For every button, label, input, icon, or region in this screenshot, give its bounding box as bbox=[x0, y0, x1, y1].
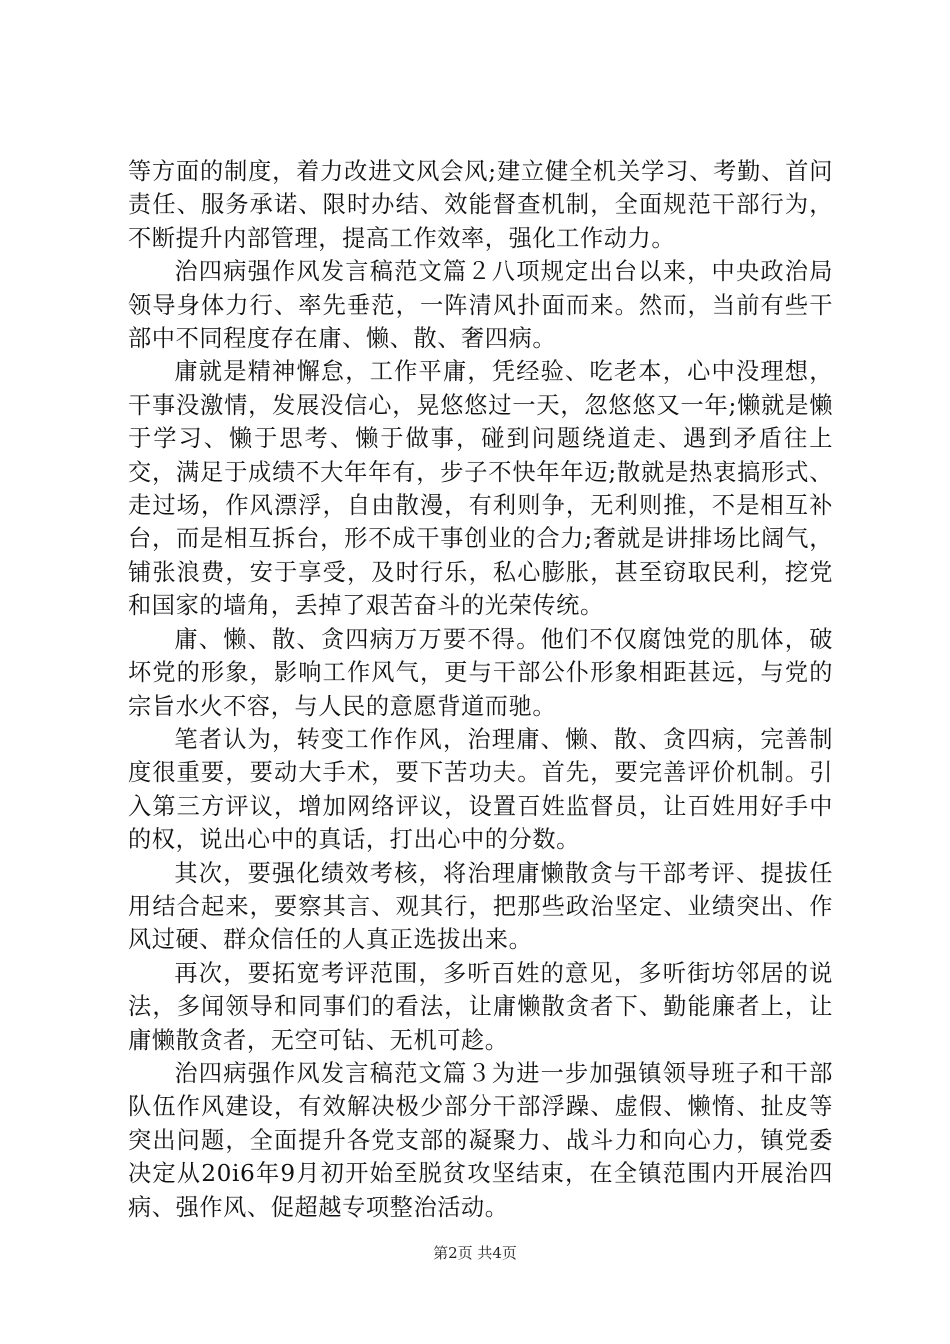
paragraph-1: 等方面的制度，着力改进文风会风;建立健全机关学习、考勤、首问责任、服务承诺、限时办结、效能督查机制，全面规范干部行为，不断提升内部管理，提高工作效率，强化工作动力。 bbox=[128, 158, 833, 252]
document-body bbox=[128, 155, 833, 1224]
paragraph-4: 庸、懒、散、贪四病万万要不得。他们不仅腐蚀党的肌体，破坏党的形象，影响工作风气，更与干部公仆形象相距甚远，与党的宗旨水火不容，与人民的意愿背道而驰。 bbox=[128, 625, 833, 720]
paragraph-8: 治四病强作风发言稿范文篇３为进一步加强镇领导班子和干部队伍作风建设，有效解决极少部分干部浮躁、虚假、懒惰、扯皮等突出问题，全面提升各党支部的凝聚力、战斗力和向心力，镇党委决定从20i6年9月初开始至脱贫攻坚结束，在全镇范围内开展治四病、强作风、促超越专项整治活动。 bbox=[128, 1059, 833, 1221]
paragraph-2: 治四病强作风发言稿范文篇２八项规定出台以来，中央政治局领导身体力行、率先垂范，一阵清风扑面而来。然而，当前有些干部中不同程度存在庸、懒、散、奢四病。 bbox=[128, 258, 833, 353]
paragraph-3: 庸就是精神懈怠，工作平庸，凭经验、吃老本，心中没理想，干事没激情，发展没信心，晃悠悠过一天，忽悠悠又一年;懒就是懒于学习、懒于思考、懒于做事，碰到问题绕道走、遇到矛盾往上交，满足于成绩不大年年有，步子不快年年迈;散就是热衷搞形式、走过场，作风漂浮，自由散漫，有利则争，无利则推，不是相互补台，而是相互拆台，形不成干事创业的合力;奢就是讲排场比阔气，铺张浪费，安于享受，及时行乐，私心膨胀，甚至窃取民利，挖党和国家的墙角，丢掉了艰苦奋斗的光荣传统。 bbox=[128, 358, 833, 620]
paragraph-5: 笔者认为，转变工作作风，治理庸、懒、散、贪四病，完善制度很重要，要动大手术，要下苦功夫。首先，要完善评价机制。引入第三方评议，增加网络评议，设置百姓监督员，让百姓用好手中的权，说出心中的真话，打出心中的分数。 bbox=[128, 725, 833, 854]
paragraph-7: 再次，要拓宽考评范围，多听百姓的意见，多听街坊邻居的说法，多闻领导和同事们的看法，让庸懒散贪者下、勤能廉者上，让庸懒散贪者，无空可钻、无机可趁。 bbox=[128, 959, 833, 1054]
page-number-footer: 第2页 共4页 bbox=[433, 1244, 517, 1262]
paragraph-6: 其次，要强化绩效考核，将治理庸懒散贪与干部考评、提拔任用结合起来，要察其言、观其行，把那些政治坚定、业绩突出、作风过硬、群众信任的人真正选拔出来。 bbox=[128, 859, 833, 954]
